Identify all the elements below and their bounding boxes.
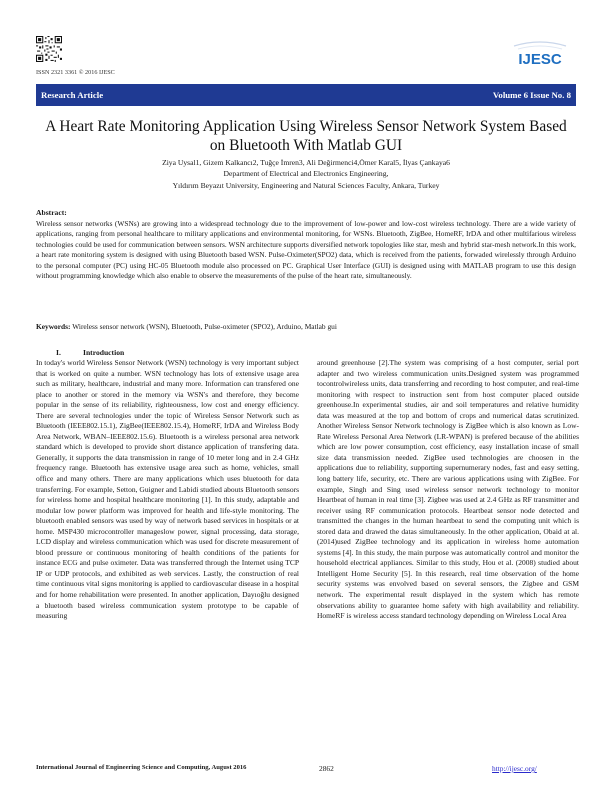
article-type: Research Article [41, 90, 104, 100]
abstract-text: Wireless sensor networks (WSNs) are growing into a widespread technology due to the improvement of low-power and low-cost wireless technology. There are a wide variety of applications, ranging from personal healthcare to military applications and environmental monitoring, for WSNs. Bluetooth, ZigBee, HomeRF, IrDA and other multifarious wireless technologies could be used for communication between sensors. WSN architecture supports diversified network topologies like star, mesh and hybrid star-mesh network.In this work, a heart rate monitoring system is designed with using Bluetooth based WSN. Pulse-Oximeter(SPO2) data, which is received from the patients, forwaded wirelessly through Arduino to the personal computer (PC) using HC-05 Bluetooth module also processed on PC. Graphical User Interface (GUI) is designed using with MATLAB program to use this design without programming knowledge which also enable to observe the measurements of the pulse of the heart rate, simultaneously. [36, 219, 576, 281]
logo-text: IJESC [518, 51, 562, 68]
page-number: 2862 [319, 764, 334, 773]
keywords-label: Keywords: [36, 322, 71, 331]
section-title: Introduction [83, 348, 125, 357]
journal-link[interactable]: http://ijesc.org/ [492, 764, 537, 773]
issn-line: ISSN 2321 3361 © 2016 IJESC [36, 69, 115, 76]
section-number: I. [56, 348, 61, 357]
keywords-line [36, 322, 576, 332]
volume-issue: Volume 6 Issue No. 8 [492, 90, 571, 100]
paper-title: A Heart Rate Monitoring Application Using Wireless Sensor Network System Based on Bluetooth With Matlab GUI [45, 118, 567, 154]
journal-logo [508, 41, 572, 73]
affiliation [36, 168, 576, 191]
university: Yıldırım Beyazıt University, Engineering and Natural Sciences Faculty, Ankara, Turkey [172, 180, 440, 190]
keywords-text: Wireless sensor network (WSN), Bluetooth, Pulse-oximeter (SPO2), Arduino, Matlab gui [72, 322, 337, 331]
abstract-heading: Abstract: [36, 208, 67, 217]
body-column-left: In today's world Wireless Sensor Network (WSN) technology is very important subject that is worked on quite a number. WSN technology has lots of extensive usage area such as military, healthcare, industrial and many more. Information can transfered one place to another or stored in the memory via WSN's and therefore, they become popular in the sense of its reliability, righteousness, low cost and energy efficiency. There are several technologies under the topic of Wireless Sensor Network such as Bluetooth (IEEE802.15.1), ZigBee(IEEE802.15.4), HomeRF, IrDA and Wireless Body Area Network, WBAN–IEEE802.15.6). Bluetooth is a wireless personal area network standard which is developed to provide short distance application of transfering data. Generally, it supports the data transmission in range of 10 meter long and in 2.4 GHz frequency range. Bluetooth has extensive usage area such as home, vehicles, small office and many others. There are many applications which uses bluetooth for data transferring. For example, Setton, Guigner and Labidi studied abouts Bluetooth sensors for wireless home and hospital healthcare monitoring [1]. In this study, adaptable and modular low power platform was improved for health and life-style monitoring. The bluetooth enabled sensors was used by way of network based services in hospitals or at home. MSP430 microcontroller manageslow power, signal processing, data storage, LCD display and wireless communication which was used for discrete measurement of blood pressure or continuous monitoring of health conditions of the patients for instance ECG and pulse oximeter. Data was transferred through the Internet using TCP IP or UDP protocols, and exhibited as web services. Lastly, the construction of real time continuous vital signs monitoring is applied to cardiovascular disease in a hospital and for home rehabilitation were presented. In another application, Dayıoğlu designed a bluetooth based wireless communication system prototype to be capable of measuring [36, 358, 299, 621]
section-heading [56, 348, 124, 357]
author-list: Ziya Uysal1, Gizem Kalkancı2, Tuğçe İmren3, Ali Değirmenci4,Ömer Karal5, İlyas Çankaya6 [162, 158, 450, 167]
footer-journal: International Journal of Engineering Science and Computing, August 2016 [36, 764, 247, 771]
department: Department of Electrical and Electronics Engineering, [223, 169, 389, 178]
body-column-right: around greenhouse [2].The system was comprising of a host computer, serial port adapter and two wireless communication units.Designed system was programmed tocontrolwireless units, data transferring and recording to host computer, and real-time monitoring with respect to instruction sent from host computer placed outside greenhouse.In experimental studies, air and soil temperatures and relative humidity data was measured at the top and bottom of crops and numerical datas scrutinized. Another Wireless Sensor Network technology is ZigBee which is also known as Low-Rate Wireless Personal Area Network (LR-WPAN) is prefered because of the abilities which are low power consumption, cost efficiency, easy installation incase of small size data transmission needed. ZigBee used technologies are choosen in the applications due to reliability, supporting supernumerary nodes, fast and easy setting, long battery life, security, etc. There are various applications using with ZigBee. For example, Singh and Sing used wireless sensor network technology to monitor Heartbeat of human in real time [3]. Zigbee was used at 2.4 GHz as RF transmitter and receiver using RF communication protocols. Heartbeat sensor node detected and transmitted the changes in the human heartbeat to send the computing unit which is stored data and drawed the datas simultaneously. In the other application, Obaid at al. (2014)used ZigBee technology and its application in wireless home automation systems [4]. In this study, the main purpose was automatically control and monitor the household electrical appliances. Similar to this study, Hou et al. (2008) studied about Intelligent Home Security [5]. In this research, real time observation of the home security systems was envolved based on several sensors, the Zigbee and GSM network. The experimental result displayed in the system which has remote observations ability to guarantee home safety with high availability and reliability. HomeRF is wireless access standard technology depending on Wireless Local Area [317, 358, 579, 621]
qr-code [36, 36, 62, 62]
